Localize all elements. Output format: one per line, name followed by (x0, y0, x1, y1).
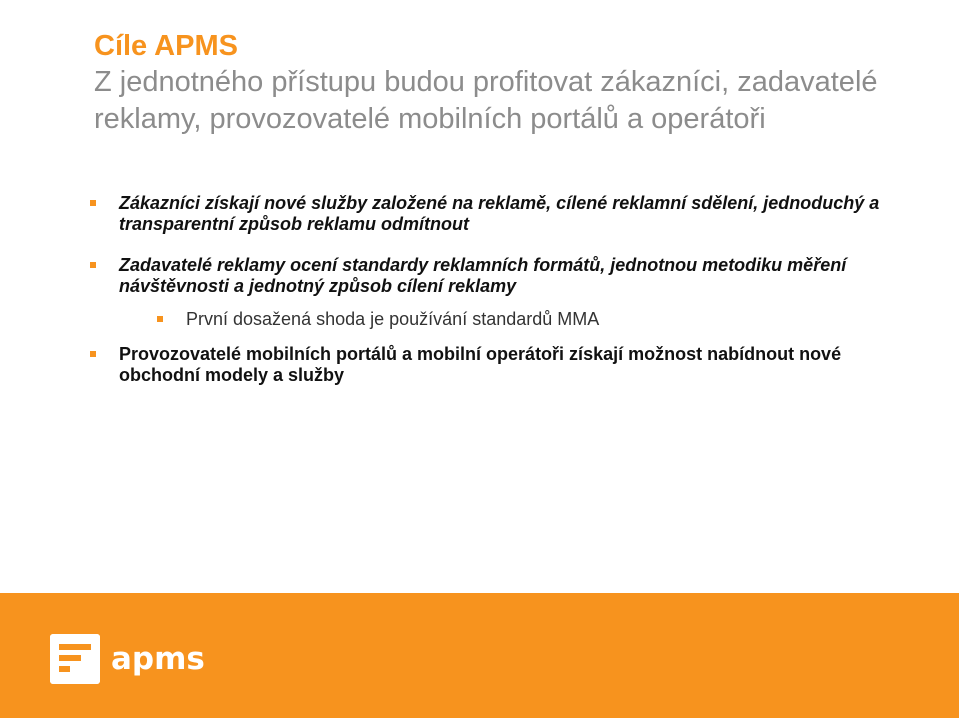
sub-bullet-item-mma (90, 309, 890, 330)
apms-logo-icon (50, 634, 100, 684)
bullet-list (90, 193, 890, 386)
apms-logo (50, 631, 205, 687)
bullet-item-customers (90, 193, 890, 235)
logo-text: apms (111, 641, 205, 677)
bullet-text: První dosažená shoda je používání standardů MMA (186, 309, 600, 329)
square-bullet-icon (157, 316, 163, 322)
bullet-text: Zákazníci získají nové služby založené na reklamě, cílené reklamní sdělení, jednoduchý a transparentní způsob reklamu odmítnout (119, 193, 880, 234)
bullet-item-operators (90, 344, 890, 386)
square-bullet-icon (90, 351, 96, 357)
slide-title: Cíle APMS (94, 30, 238, 62)
slide-subtitle: Z jednotného přístupu budou profitovat zákazníci, zadavatelé reklamy, provozovatelé mobilních portálů a operátoři (94, 66, 878, 135)
bullet-item-advertisers (90, 255, 890, 297)
bullet-text: Zadavatelé reklamy ocení standardy reklamních formátů, jednotnou metodiku měření návštěvnosti a jednotný způsob cílení reklamy (119, 255, 847, 296)
bullet-text: Provozovatelé mobilních portálů a mobilní operátoři získají možnost nabídnout nové obchodní modely a služby (119, 344, 842, 385)
square-bullet-icon (90, 262, 96, 268)
square-bullet-icon (90, 200, 96, 206)
